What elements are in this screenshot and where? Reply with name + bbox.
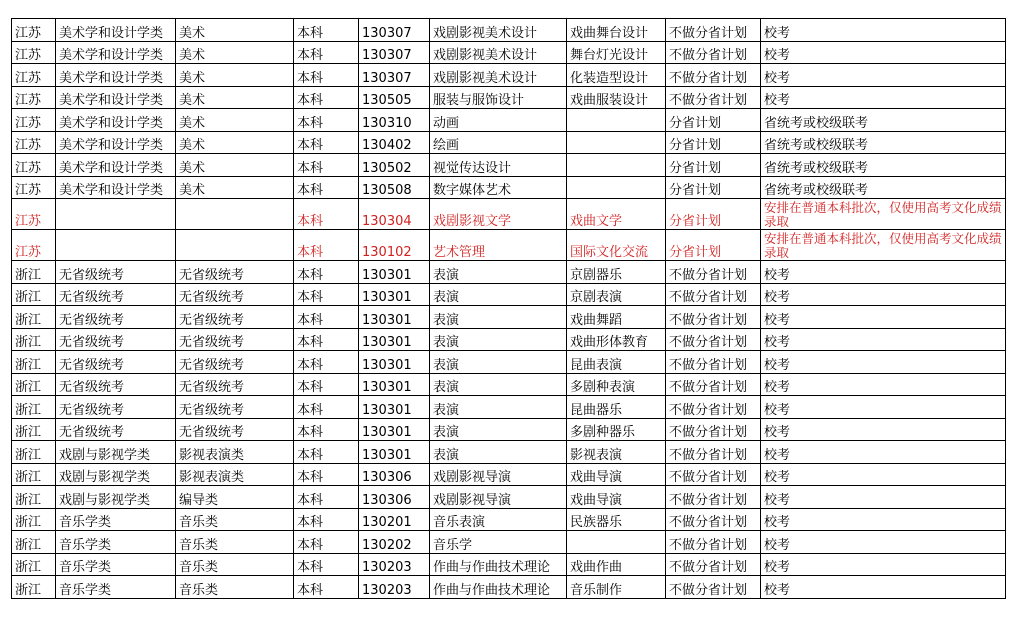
table-row (12, 109, 1006, 132)
table-row (12, 306, 1006, 329)
cell-major: 视觉传达设计 (430, 154, 567, 177)
cell-sub: 无省级统考 (176, 261, 294, 284)
table-row (12, 463, 1006, 486)
cell-direction: 音乐制作 (567, 576, 666, 599)
table-row (12, 508, 1006, 531)
table-row (12, 441, 1006, 464)
cell-level: 本科 (294, 41, 359, 64)
cell-code: 130201 (359, 508, 430, 531)
cell-direction (567, 131, 666, 154)
cell-major: 表演 (430, 373, 567, 396)
cell-code: 130402 (359, 131, 430, 154)
cell-direction: 戏曲文学 (567, 199, 666, 230)
cell-level: 本科 (294, 553, 359, 576)
table-row (12, 486, 1006, 509)
cell-level: 本科 (294, 373, 359, 396)
cell-category: 无省级统考 (56, 328, 176, 351)
cell-exam: 省统考或校级联考 (761, 154, 1006, 177)
cell-code: 130310 (359, 109, 430, 132)
cell-province: 浙江 (12, 306, 56, 329)
cell-category (56, 230, 176, 261)
cell-sub: 音乐类 (176, 531, 294, 554)
cell-direction: 民族器乐 (567, 508, 666, 531)
cell-major: 作曲与作曲技术理论 (430, 576, 567, 599)
table-row (12, 41, 1006, 64)
cell-major: 动画 (430, 109, 567, 132)
cell-plan: 不做分省计划 (666, 463, 761, 486)
cell-direction: 戏曲导演 (567, 486, 666, 509)
cell-exam: 校考 (761, 261, 1006, 284)
cell-direction: 多剧种器乐 (567, 418, 666, 441)
cell-sub: 美术 (176, 109, 294, 132)
cell-level: 本科 (294, 109, 359, 132)
cell-major: 戏剧影视导演 (430, 486, 567, 509)
cell-major: 音乐学 (430, 531, 567, 554)
cell-direction: 京剧器乐 (567, 261, 666, 284)
cell-direction: 戏曲作曲 (567, 553, 666, 576)
cell-province: 江苏 (12, 131, 56, 154)
cell-major: 数字媒体艺术 (430, 176, 567, 199)
cell-direction: 戏曲服装设计 (567, 86, 666, 109)
cell-plan: 分省计划 (666, 109, 761, 132)
cell-level: 本科 (294, 508, 359, 531)
cell-province: 浙江 (12, 441, 56, 464)
cell-exam: 校考 (761, 64, 1006, 87)
cell-level: 本科 (294, 199, 359, 230)
cell-category: 音乐学类 (56, 508, 176, 531)
cell-sub: 编导类 (176, 486, 294, 509)
cell-exam: 校考 (761, 19, 1006, 42)
cell-exam: 校考 (761, 531, 1006, 554)
cell-level: 本科 (294, 154, 359, 177)
cell-province: 浙江 (12, 508, 56, 531)
cell-province: 江苏 (12, 176, 56, 199)
cell-province: 江苏 (12, 230, 56, 261)
cell-code: 130301 (359, 261, 430, 284)
cell-sub: 美术 (176, 131, 294, 154)
cell-sub: 无省级统考 (176, 351, 294, 374)
cell-sub: 音乐类 (176, 508, 294, 531)
cell-sub: 美术 (176, 154, 294, 177)
cell-plan: 不做分省计划 (666, 351, 761, 374)
cell-plan: 不做分省计划 (666, 486, 761, 509)
cell-code: 130304 (359, 199, 430, 230)
cell-sub: 无省级统考 (176, 396, 294, 419)
cell-major: 艺术管理 (430, 230, 567, 261)
cell-direction: 影视表演 (567, 441, 666, 464)
cell-sub: 影视表演类 (176, 463, 294, 486)
cell-category: 美术学和设计学类 (56, 64, 176, 87)
cell-code: 130306 (359, 486, 430, 509)
cell-code: 130301 (359, 328, 430, 351)
cell-plan: 分省计划 (666, 176, 761, 199)
cell-province: 浙江 (12, 328, 56, 351)
cell-level: 本科 (294, 486, 359, 509)
cell-level: 本科 (294, 328, 359, 351)
table-row (12, 418, 1006, 441)
cell-category: 无省级统考 (56, 261, 176, 284)
cell-province: 江苏 (12, 199, 56, 230)
cell-exam: 校考 (761, 41, 1006, 64)
cell-category: 无省级统考 (56, 306, 176, 329)
cell-category: 美术学和设计学类 (56, 131, 176, 154)
cell-sub: 无省级统考 (176, 328, 294, 351)
cell-plan: 不做分省计划 (666, 283, 761, 306)
cell-code: 130301 (359, 418, 430, 441)
cell-plan: 分省计划 (666, 199, 761, 230)
cell-plan: 不做分省计划 (666, 19, 761, 42)
cell-province: 江苏 (12, 41, 56, 64)
cell-major: 表演 (430, 328, 567, 351)
cell-major: 表演 (430, 441, 567, 464)
cell-category: 美术学和设计学类 (56, 109, 176, 132)
cell-plan: 不做分省计划 (666, 86, 761, 109)
cell-province: 浙江 (12, 261, 56, 284)
cell-sub: 无省级统考 (176, 373, 294, 396)
cell-plan: 不做分省计划 (666, 418, 761, 441)
cell-code: 130203 (359, 553, 430, 576)
cell-direction: 多剧种表演 (567, 373, 666, 396)
cell-code: 130306 (359, 463, 430, 486)
table-row (12, 351, 1006, 374)
table-row (12, 230, 1006, 261)
cell-exam: 校考 (761, 576, 1006, 599)
table-row (12, 19, 1006, 42)
cell-code: 130505 (359, 86, 430, 109)
cell-direction: 戏曲形体教育 (567, 328, 666, 351)
cell-code: 130301 (359, 306, 430, 329)
cell-level: 本科 (294, 418, 359, 441)
cell-plan: 不做分省计划 (666, 328, 761, 351)
cell-exam: 校考 (761, 351, 1006, 374)
cell-direction: 国际文化交流 (567, 230, 666, 261)
cell-code: 130307 (359, 19, 430, 42)
cell-sub (176, 199, 294, 230)
cell-major: 表演 (430, 351, 567, 374)
cell-major: 戏剧影视美术设计 (430, 64, 567, 87)
cell-exam: 校考 (761, 418, 1006, 441)
cell-direction: 戏曲导演 (567, 463, 666, 486)
cell-sub: 美术 (176, 86, 294, 109)
cell-plan: 不做分省计划 (666, 64, 761, 87)
table-row (12, 373, 1006, 396)
cell-category: 音乐学类 (56, 531, 176, 554)
cell-category: 无省级统考 (56, 373, 176, 396)
cell-level: 本科 (294, 283, 359, 306)
cell-category: 美术学和设计学类 (56, 86, 176, 109)
cell-level: 本科 (294, 64, 359, 87)
cell-sub: 无省级统考 (176, 283, 294, 306)
cell-level: 本科 (294, 531, 359, 554)
cell-major: 作曲与作曲技术理论 (430, 553, 567, 576)
table-row (12, 64, 1006, 87)
cell-level: 本科 (294, 306, 359, 329)
cell-category: 美术学和设计学类 (56, 154, 176, 177)
cell-level: 本科 (294, 86, 359, 109)
cell-province: 浙江 (12, 531, 56, 554)
cell-exam: 校考 (761, 283, 1006, 306)
cell-plan: 分省计划 (666, 131, 761, 154)
cell-exam: 校考 (761, 328, 1006, 351)
cell-code: 130301 (359, 351, 430, 374)
cell-category: 音乐学类 (56, 553, 176, 576)
cell-major: 服装与服饰设计 (430, 86, 567, 109)
cell-code: 130307 (359, 64, 430, 87)
cell-exam: 校考 (761, 373, 1006, 396)
cell-level: 本科 (294, 230, 359, 261)
cell-direction: 戏曲舞蹈 (567, 306, 666, 329)
cell-code: 130301 (359, 373, 430, 396)
cell-category: 戏剧与影视学类 (56, 441, 176, 464)
cell-level: 本科 (294, 396, 359, 419)
cell-province: 江苏 (12, 19, 56, 42)
cell-sub: 美术 (176, 64, 294, 87)
cell-sub: 美术 (176, 176, 294, 199)
cell-plan: 不做分省计划 (666, 441, 761, 464)
cell-exam: 省统考或校级联考 (761, 109, 1006, 132)
cell-sub: 美术 (176, 19, 294, 42)
table-row (12, 154, 1006, 177)
cell-category: 音乐学类 (56, 576, 176, 599)
cell-level: 本科 (294, 261, 359, 284)
cell-code: 130102 (359, 230, 430, 261)
cell-level: 本科 (294, 19, 359, 42)
cell-major: 戏剧影视文学 (430, 199, 567, 230)
cell-category: 无省级统考 (56, 418, 176, 441)
cell-direction (567, 109, 666, 132)
cell-level: 本科 (294, 131, 359, 154)
cell-code: 130301 (359, 396, 430, 419)
cell-direction (567, 176, 666, 199)
cell-province: 浙江 (12, 486, 56, 509)
cell-direction: 化装造型设计 (567, 64, 666, 87)
table-row (12, 261, 1006, 284)
table-row (12, 199, 1006, 230)
cell-major: 戏剧影视美术设计 (430, 19, 567, 42)
cell-major: 表演 (430, 418, 567, 441)
cell-plan: 不做分省计划 (666, 41, 761, 64)
cell-code: 130508 (359, 176, 430, 199)
table-row (12, 531, 1006, 554)
cell-major: 表演 (430, 261, 567, 284)
cell-plan: 不做分省计划 (666, 373, 761, 396)
cell-code: 130502 (359, 154, 430, 177)
cell-direction (567, 154, 666, 177)
cell-level: 本科 (294, 176, 359, 199)
cell-direction: 京剧表演 (567, 283, 666, 306)
cell-category: 戏剧与影视学类 (56, 463, 176, 486)
cell-direction: 昆曲器乐 (567, 396, 666, 419)
cell-province: 江苏 (12, 154, 56, 177)
cell-province: 浙江 (12, 396, 56, 419)
cell-category: 无省级统考 (56, 283, 176, 306)
table-row (12, 553, 1006, 576)
cell-province: 浙江 (12, 373, 56, 396)
cell-province: 江苏 (12, 86, 56, 109)
cell-sub: 无省级统考 (176, 418, 294, 441)
cell-province: 江苏 (12, 64, 56, 87)
cell-exam: 校考 (761, 396, 1006, 419)
cell-category: 美术学和设计学类 (56, 176, 176, 199)
cell-province: 浙江 (12, 283, 56, 306)
cell-level: 本科 (294, 351, 359, 374)
cell-direction: 昆曲表演 (567, 351, 666, 374)
table-row (12, 283, 1006, 306)
cell-major: 表演 (430, 396, 567, 419)
cell-exam: 安排在普通本科批次，仅使用高考文化成绩录取 (761, 230, 1006, 261)
cell-exam: 校考 (761, 508, 1006, 531)
cell-major: 戏剧影视美术设计 (430, 41, 567, 64)
cell-major: 音乐表演 (430, 508, 567, 531)
cell-plan: 分省计划 (666, 230, 761, 261)
cell-sub: 美术 (176, 41, 294, 64)
cell-sub: 音乐类 (176, 553, 294, 576)
cell-direction: 舞台灯光设计 (567, 41, 666, 64)
cell-exam: 校考 (761, 86, 1006, 109)
cell-plan: 不做分省计划 (666, 261, 761, 284)
cell-major: 表演 (430, 283, 567, 306)
cell-province: 浙江 (12, 553, 56, 576)
cell-province: 浙江 (12, 351, 56, 374)
cell-level: 本科 (294, 441, 359, 464)
table-row (12, 86, 1006, 109)
cell-category (56, 199, 176, 230)
cell-major: 戏剧影视导演 (430, 463, 567, 486)
cell-exam: 省统考或校级联考 (761, 131, 1006, 154)
cell-sub: 无省级统考 (176, 306, 294, 329)
cell-plan: 不做分省计划 (666, 306, 761, 329)
cell-exam: 校考 (761, 441, 1006, 464)
cell-major: 绘画 (430, 131, 567, 154)
cell-category: 戏剧与影视学类 (56, 486, 176, 509)
cell-direction: 戏曲舞台设计 (567, 19, 666, 42)
cell-category: 无省级统考 (56, 396, 176, 419)
cell-category: 无省级统考 (56, 351, 176, 374)
cell-major: 表演 (430, 306, 567, 329)
cell-exam: 省统考或校级联考 (761, 176, 1006, 199)
cell-code: 130307 (359, 41, 430, 64)
cell-category: 美术学和设计学类 (56, 19, 176, 42)
cell-level: 本科 (294, 576, 359, 599)
cell-plan: 不做分省计划 (666, 508, 761, 531)
cell-exam: 校考 (761, 463, 1006, 486)
cell-code: 130301 (359, 283, 430, 306)
cell-province: 浙江 (12, 418, 56, 441)
table-row (12, 328, 1006, 351)
cell-province: 浙江 (12, 576, 56, 599)
cell-direction (567, 531, 666, 554)
cell-sub: 音乐类 (176, 576, 294, 599)
cell-code: 130203 (359, 576, 430, 599)
admission-table (11, 18, 1006, 599)
table-row (12, 176, 1006, 199)
table-row (12, 396, 1006, 419)
cell-exam: 安排在普通本科批次，仅使用高考文化成绩录取 (761, 199, 1006, 230)
cell-plan: 不做分省计划 (666, 531, 761, 554)
cell-sub (176, 230, 294, 261)
cell-level: 本科 (294, 463, 359, 486)
cell-province: 浙江 (12, 463, 56, 486)
cell-plan: 分省计划 (666, 154, 761, 177)
cell-exam: 校考 (761, 553, 1006, 576)
cell-category: 美术学和设计学类 (56, 41, 176, 64)
table-row (12, 576, 1006, 599)
cell-sub: 影视表演类 (176, 441, 294, 464)
cell-code: 130301 (359, 441, 430, 464)
cell-plan: 不做分省计划 (666, 576, 761, 599)
cell-plan: 不做分省计划 (666, 396, 761, 419)
cell-plan: 不做分省计划 (666, 553, 761, 576)
cell-exam: 校考 (761, 486, 1006, 509)
table-row (12, 131, 1006, 154)
cell-province: 江苏 (12, 109, 56, 132)
cell-code: 130202 (359, 531, 430, 554)
cell-exam: 校考 (761, 306, 1006, 329)
